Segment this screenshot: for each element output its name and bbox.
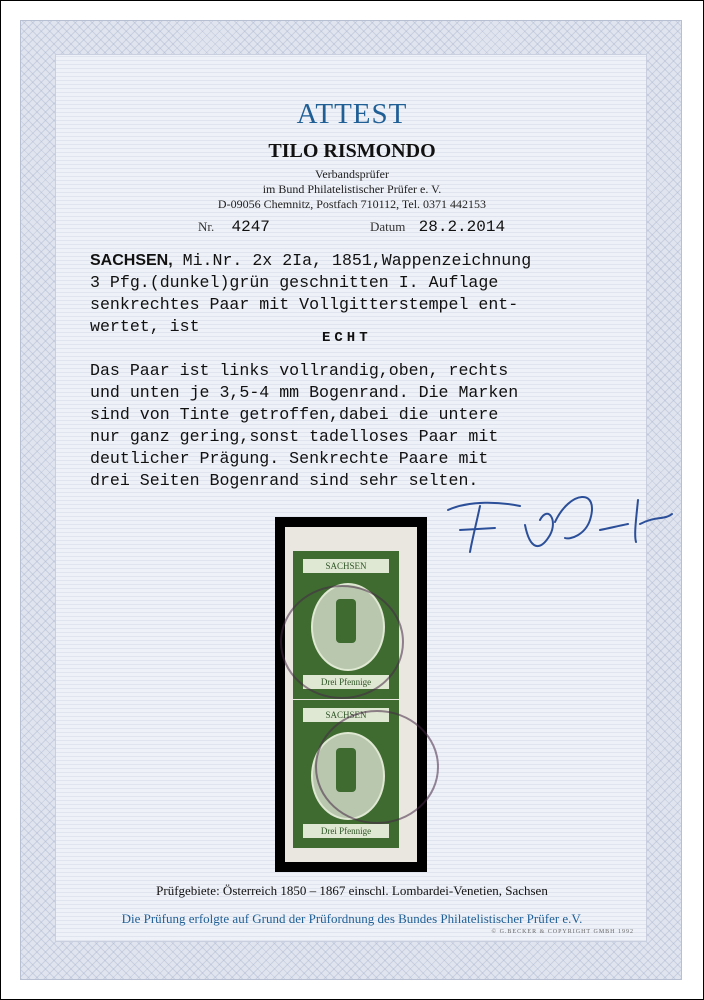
examiner-role: Verbandsprüfer bbox=[315, 167, 389, 181]
description-line-4: wertet, ist bbox=[90, 317, 200, 336]
examiner-association: im Bund Philatelistischer Prüfer e. V. bbox=[262, 182, 442, 196]
datum-label: Datum bbox=[370, 219, 406, 234]
cancellation-mark bbox=[315, 710, 439, 824]
description-line-1: Mi.Nr. 2x 2Ia, 1851,Wappenzeichnung bbox=[172, 251, 532, 270]
datum-value: 28.2.2014 bbox=[418, 218, 506, 236]
copyright-notice: © G.BECKER & COPYRIGHT GMBH 1992 bbox=[491, 929, 634, 935]
examiner-name: TILO RISMONDO bbox=[268, 140, 436, 162]
note-line: nur ganz gering,sonst tadelloses Paar mit bbox=[90, 427, 499, 446]
certificate-title: ATTEST bbox=[296, 98, 408, 130]
nr-label: Nr. bbox=[198, 219, 215, 234]
stamp-value-label: Drei Pfennige bbox=[303, 675, 389, 689]
stamp-value-label: Drei Pfennige bbox=[303, 824, 389, 838]
stamp-country-label: SACHSEN bbox=[303, 708, 389, 722]
stamp-description bbox=[90, 250, 531, 338]
country-name: SACHSEN, bbox=[90, 252, 173, 269]
description-line-2: 3 Pfg.(dunkel)grün geschnitten I. Auflage bbox=[90, 273, 499, 292]
examiner-address: D-09056 Chemnitz, Postfach 710112, Tel. 0371 442153 bbox=[217, 197, 487, 211]
cancellation-mark bbox=[280, 585, 404, 699]
note-line: deutlicher Prägung. Senkrechte Paare mit bbox=[90, 449, 489, 468]
nr-value: 4247 bbox=[231, 218, 270, 236]
footer-areas: Prüfgebiete: Österreich 1850 – 1867 einschl. Lombardei-Venetien, Sachsen bbox=[156, 883, 548, 898]
note-line: und unten je 3,5-4 mm Bogenrand. Die Marken bbox=[90, 383, 519, 402]
footer-regulation: Die Prüfung erfolgte auf Grund der Prüfordnung des Bundes Philatelistischer Prüfer e.V. bbox=[121, 911, 583, 926]
signature bbox=[440, 480, 680, 570]
verdict: ECHT bbox=[322, 330, 372, 346]
note-line: drei Seiten Bogenrand sind sehr selten. bbox=[90, 471, 479, 490]
note-line: Das Paar ist links vollrandig,oben, rechts bbox=[90, 361, 509, 380]
certificate-date bbox=[370, 218, 505, 236]
stamp-country-label: SACHSEN bbox=[303, 559, 389, 573]
condition-notes bbox=[90, 360, 518, 492]
description-line-3: senkrechtes Paar mit Vollgitterstempel ent- bbox=[90, 295, 519, 314]
certificate-number bbox=[198, 218, 270, 236]
note-line: sind von Tinte getroffen,dabei die untere bbox=[90, 405, 499, 424]
